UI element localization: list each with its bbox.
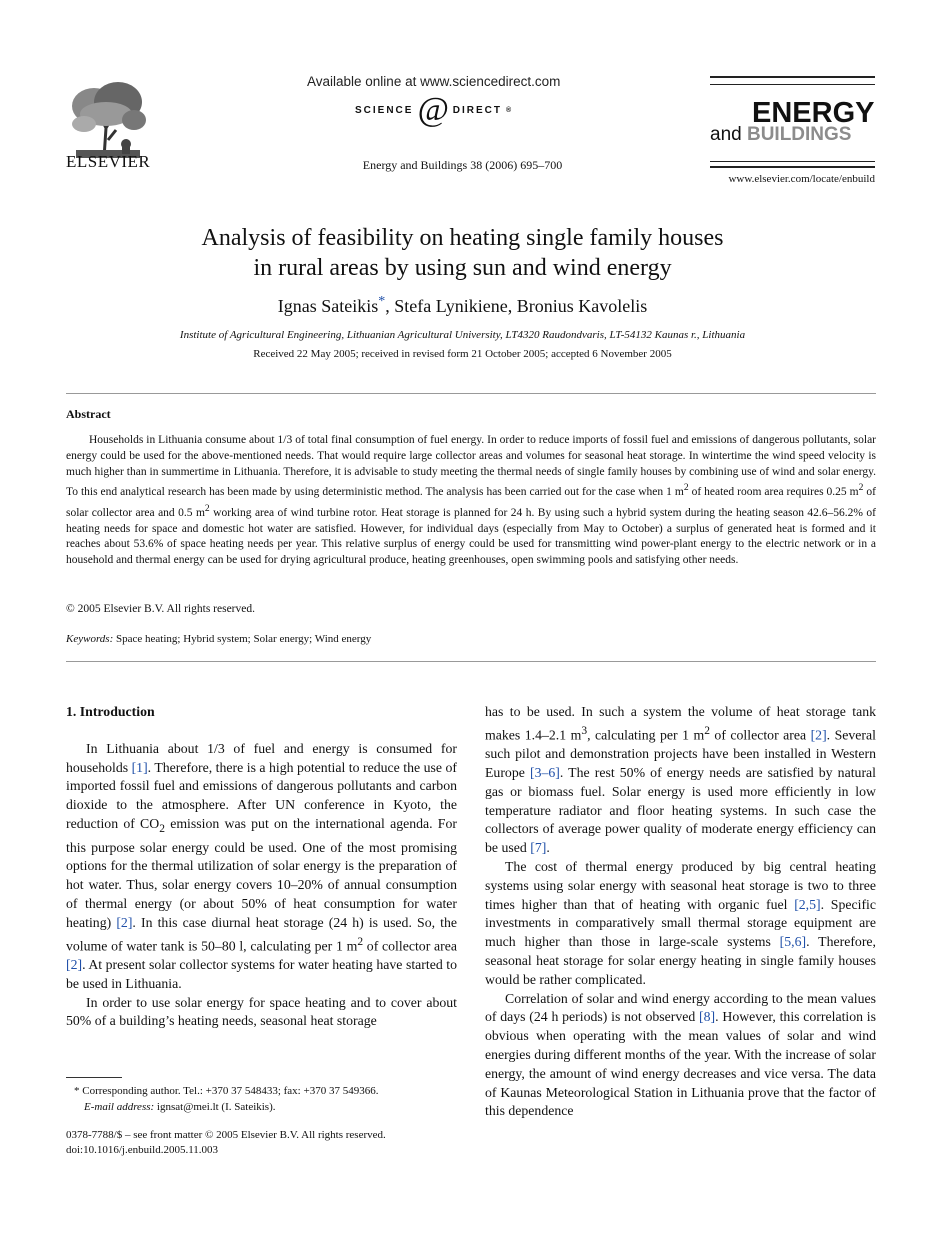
text-run: . In this case diurnal heat storage (24 h) is used. So, the volume of water tank is 50–80 l, calculating per 1 m (66, 914, 458, 954)
abstract-heading: Abstract (66, 407, 111, 421)
other-authors: , Stefa Lynikiene, Bronius Kavolelis (385, 296, 648, 316)
text-run: . Therefore, seasonal heat storage for solar energy heating in single family houses would be rather complicated. (485, 934, 876, 987)
issn-doi-block (66, 1128, 386, 1158)
section-heading: 1. Introduction (66, 704, 155, 719)
abstract-part: of heated room area requires 0.25 m (688, 486, 859, 499)
text-run: emission was put on the international agenda. For this purpose solar energy could be used. One of the most promising options for the thermal utilization of solar energy is the preparation of hot water. Thus, solar energy covers 10–20% of annual consumption of thermal energy (or about 50% of heat consumption for water heating) (66, 815, 457, 930)
corresponding-author-mark[interactable]: * (378, 294, 386, 309)
affiliation: Institute of Agricultural Engineering, Lithuanian Agricultural University, LT4320 Raudondvaris, LT-54132 Kaunas r., Lithuania (179, 329, 746, 341)
journal-title-buildings: BUILDINGS (746, 124, 852, 145)
text-run: of collector area (363, 938, 457, 954)
citation-link[interactable]: [3–6] (529, 764, 560, 780)
journal-title-second-line (710, 124, 851, 146)
superscript: 2 (357, 935, 364, 948)
keywords (66, 633, 371, 645)
divider (710, 84, 875, 85)
footnote-line (66, 1099, 466, 1115)
superscript: 2 (683, 482, 689, 494)
footnote-contact: Corresponding author. Tel.: +370 37 548433; fax: +370 37 549366. (79, 1085, 379, 1097)
email-label: E-mail address: (84, 1101, 155, 1113)
paragraph (66, 740, 457, 994)
superscript: 2 (858, 482, 864, 494)
divider (66, 661, 876, 662)
text-run: . At present solar collector systems for water heating have started to be used in Lithuania. (66, 956, 457, 991)
subscript: 2 (159, 822, 165, 835)
doi-link[interactable]: doi:10.1016/j.enbuild.2005.11.003 (66, 1144, 219, 1156)
divider (710, 161, 875, 162)
citation-link[interactable]: [5,6] (779, 934, 807, 950)
keywords-label: Keywords: (66, 633, 114, 645)
text-run: . (546, 840, 550, 856)
publisher-wordmark: ELSEVIER (66, 152, 151, 171)
text-run: Correlation of solar and wind energy according to the mean values of days (24 h periods) is not observed (485, 990, 876, 1025)
text-run: . Therefore, there is a high potential to reduce the use of imported fossil fuel and emissions of dangerous pollutants and carbon dioxide to the atmosphere. After UN conference in Kyoto, the reduction of CO (66, 759, 457, 831)
keywords-list: Space heating; Hybrid system; Solar energy; Wind energy (116, 633, 372, 645)
email-address[interactable]: ignsat@mei.lt (I. Sateikis). (154, 1101, 276, 1113)
title-line-2: in rural areas by using sun and wind energy (253, 255, 672, 281)
superscript: 3 (581, 724, 588, 737)
sd-registered: ® (505, 106, 514, 114)
journal-title-and: and (710, 124, 742, 145)
paragraph (485, 990, 876, 1122)
paragraph (485, 703, 876, 858)
issn-line: 0378-7788/$ – see front matter © 2005 Elsevier B.V. All rights reserved. (66, 1129, 386, 1141)
superscript: 2 (204, 503, 210, 515)
available-online-text[interactable]: Available online at www.sciencedirect.com (307, 74, 561, 89)
superscript: 2 (704, 724, 710, 737)
abstract-part: of solar collector area and 0.5 m (66, 486, 876, 519)
footnote-mark: * (74, 1085, 80, 1097)
paragraph: In order to use solar energy for space heating and to cover about 50% of a building’s heating needs, seasonal heat storage (66, 994, 457, 1029)
footnote-divider (66, 1077, 122, 1078)
sd-direct: DIRECT (452, 104, 502, 116)
divider (710, 166, 875, 168)
footnote-line (66, 1083, 466, 1099)
text-run: The cost of thermal energy produced by big central heating systems using solar energy with seasonal heat storage is two to three times higher than that of heating with organic fuel (485, 858, 876, 912)
text-run: . The rest 50% of energy needs are satisfied by natural gas or biomass fuel. Solar energy is used more efficiently in low temperature radiator and floor heating systems. In such case the collectors of average power quality of moderate energy efficiency can be used (485, 764, 876, 856)
abstract-text (66, 433, 876, 569)
journal-title-energy: ENERGY (752, 97, 875, 129)
citation-link[interactable]: [2] (810, 727, 827, 743)
citation-link[interactable]: [2] (116, 914, 133, 930)
journal-reference: Energy and Buildings 38 (2006) 695–700 (362, 158, 563, 172)
text-run: . Several such pilot and demonstration projects have been installed in Western Europe (485, 727, 876, 780)
abstract-part: Households in Lithuania consume about 1/3 of total final consumption of fuel energy. In order to reduce imports of fossil fuel and emissions of dangerous pollutants, solar energy could be used for the above-mentioned needs. That would require large collector areas and volumes for seasonal heat storage. In wintertime the wind speed velocity is much higher than in summertime in Lithuania. Therefore, it is advisable to study meeting the thermal needs of single family houses by combining use of wind and solar energy. To this end analytical research has been made by using deterministic method. The analysis has been carried out for the case when 1 m (66, 434, 876, 499)
divider (710, 76, 875, 78)
body-column-left (66, 703, 457, 1031)
paragraph (485, 858, 876, 990)
text-run: . Specific investments in comparatively small thermal storage equipment are much higher than those in large-scale systems (485, 896, 876, 950)
sd-science: SCIENCE (355, 104, 414, 116)
title-line-1: Analysis of feasibility on heating single family houses (201, 225, 724, 251)
citation-link[interactable]: [8] (699, 1009, 716, 1025)
citation-link[interactable]: [1] (131, 759, 148, 775)
received-dates: Received 22 May 2005; received in revised form 21 October 2005; accepted 6 November 2005 (253, 348, 672, 360)
citation-link[interactable]: [2] (66, 956, 83, 972)
citation-link[interactable]: [7] (530, 840, 547, 856)
abstract-part: working area of wind turbine rotor. Heat storage is planned for 24 h. By using such a hybrid system during the heating season 42.6–56.2% of heating needs for space and domestic hot water are satisfied. However, for individual days (especially from May to October) a surplus of generated heat is formed and it reaches about 53.6% of space heating needs per year. This relative surplus of energy could be used for transmitting wind power-plant energy to the electric network or in a household and thermal energy can be used for drying agricultural produce, heating greenhouses, open swimming pools and satisfying other needs. (66, 506, 877, 567)
text-run: , calculating per 1 m (587, 727, 705, 743)
text-run: of collector area (709, 727, 811, 743)
journal-url-link[interactable]: www.elsevier.com/locate/enbuild (728, 173, 875, 185)
author-list (0, 294, 925, 317)
article-title (0, 223, 925, 283)
sciencedirect-logo[interactable] (355, 91, 514, 128)
corresponding-author-footnote (66, 1083, 466, 1115)
text-run: . However, this correlation is obvious when operating with the mean values of solar and wind energies during different months of the year. With the increase of solar energy, the amount of wind energy decreases and vice versa. The data of Kaunas Meteorological Station in Lithuania prove that the factor of this dependence (485, 1009, 877, 1119)
citation-link[interactable]: [2,5] (794, 896, 821, 912)
author-1[interactable]: Ignas Sateikis (277, 296, 379, 316)
body-column-right (485, 703, 876, 1121)
text-run: In Lithuania about 1/3 of fuel and energy is consumed for households (66, 740, 457, 775)
text-run: has to be used. In such a system the volume of heat storage tank makes 1.4–2.1 m (485, 704, 876, 743)
divider (66, 393, 876, 394)
abstract-copyright: © 2005 Elsevier B.V. All rights reserved. (66, 603, 255, 615)
sd-at-icon: @ (417, 91, 449, 128)
